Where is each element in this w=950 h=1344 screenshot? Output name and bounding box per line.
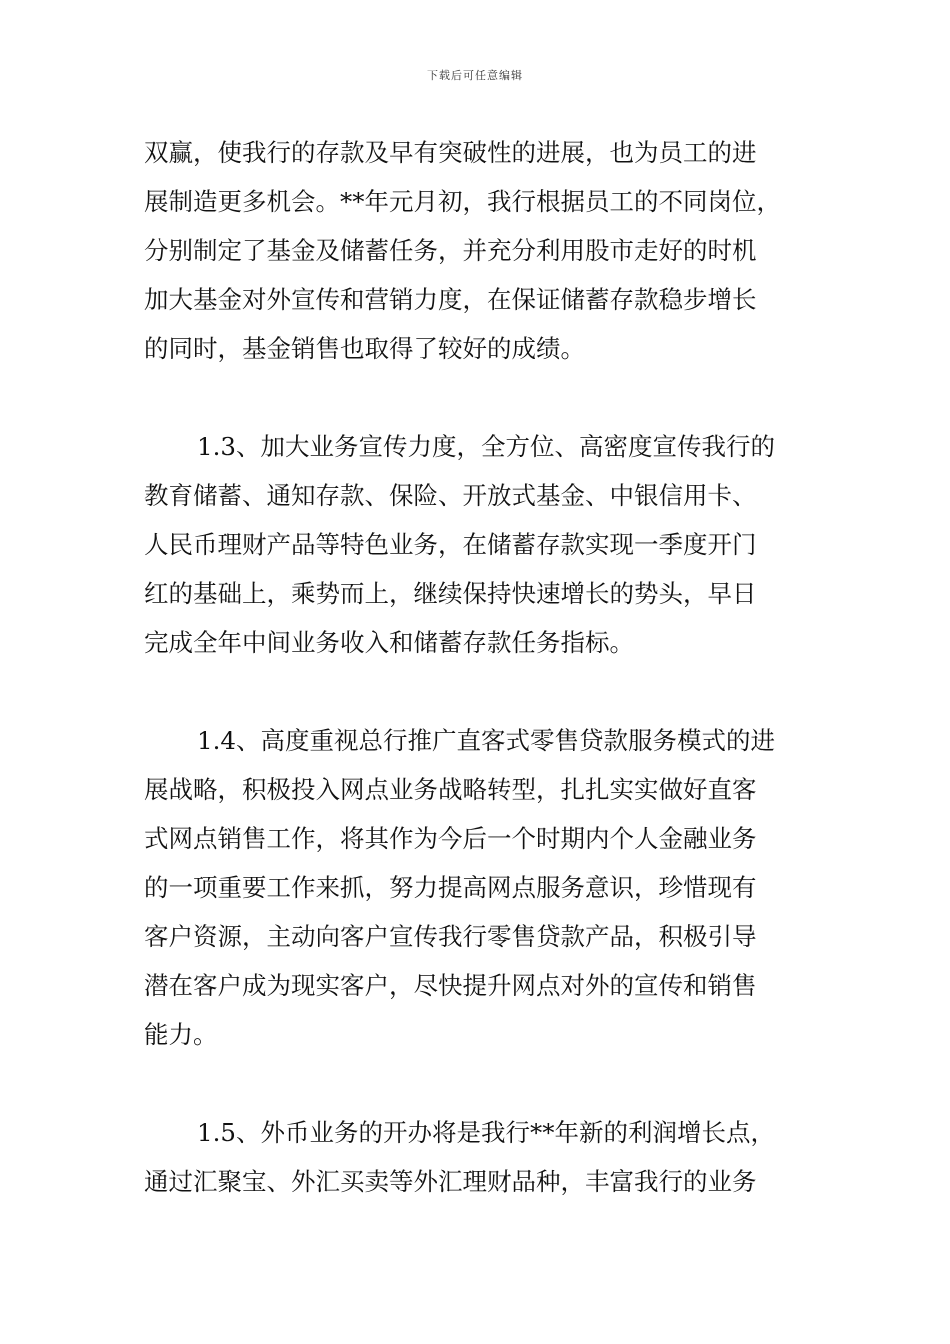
text-line: 的同时，基金销售也取得了较好的成绩。 [144, 334, 585, 363]
text-line: 1.3、加大业务宣传力度，全方位、高密度宣传我行的 [197, 432, 775, 461]
paragraph-1-5 [144, 1108, 812, 1206]
text-line: 红的基础上，乘势而上，继续保持快速增长的势头，早日 [144, 579, 757, 608]
document-body [144, 128, 812, 1206]
text-line: 加大基金对外宣传和营销力度，在保证储蓄存款稳步增长 [144, 285, 757, 314]
paragraph-continuation [144, 128, 812, 373]
text-line: 完成全年中间业务收入和储蓄存款任务指标。 [144, 628, 634, 657]
text-line: 展制造更多机会。**年元月初，我行根据员工的不同岗位， [144, 187, 781, 216]
text-line: 展战略，积极投入网点业务战略转型，扎扎实实做好直客 [144, 775, 757, 804]
text-line: 潜在客户成为现实客户，尽快提升网点对外的宣传和销售 [144, 971, 757, 1000]
text-line: 分别制定了基金及储蓄任务，并充分利用股市走好的时机 [144, 236, 757, 265]
paragraph-1-3 [144, 422, 812, 667]
text-line: 能力。 [144, 1020, 218, 1049]
text-line: 1.4、高度重视总行推广直客式零售贷款服务模式的进 [197, 726, 775, 755]
text-line: 教育储蓄、通知存款、保险、开放式基金、中银信用卡、 [144, 481, 757, 510]
text-line: 通过汇聚宝、外汇买卖等外汇理财品种，丰富我行的业务 [144, 1167, 757, 1196]
text-line: 客户资源，主动向客户宣传我行零售贷款产品，积极引导 [144, 922, 757, 951]
text-line: 人民币理财产品等特色业务，在储蓄存款实现一季度开门 [144, 530, 757, 559]
paragraph-1-4 [144, 716, 812, 1059]
text-line: 1.5、外币业务的开办将是我行**年新的利润增长点， [197, 1118, 775, 1147]
page-header-note: 下载后可任意编辑 [427, 69, 523, 82]
text-line: 双赢，使我行的存款及早有突破性的进展，也为员工的进 [144, 138, 757, 167]
text-line: 的一项重要工作来抓，努力提高网点服务意识，珍惜现有 [144, 873, 757, 902]
text-line: 式网点销售工作，将其作为今后一个时期内个人金融业务 [144, 824, 757, 853]
